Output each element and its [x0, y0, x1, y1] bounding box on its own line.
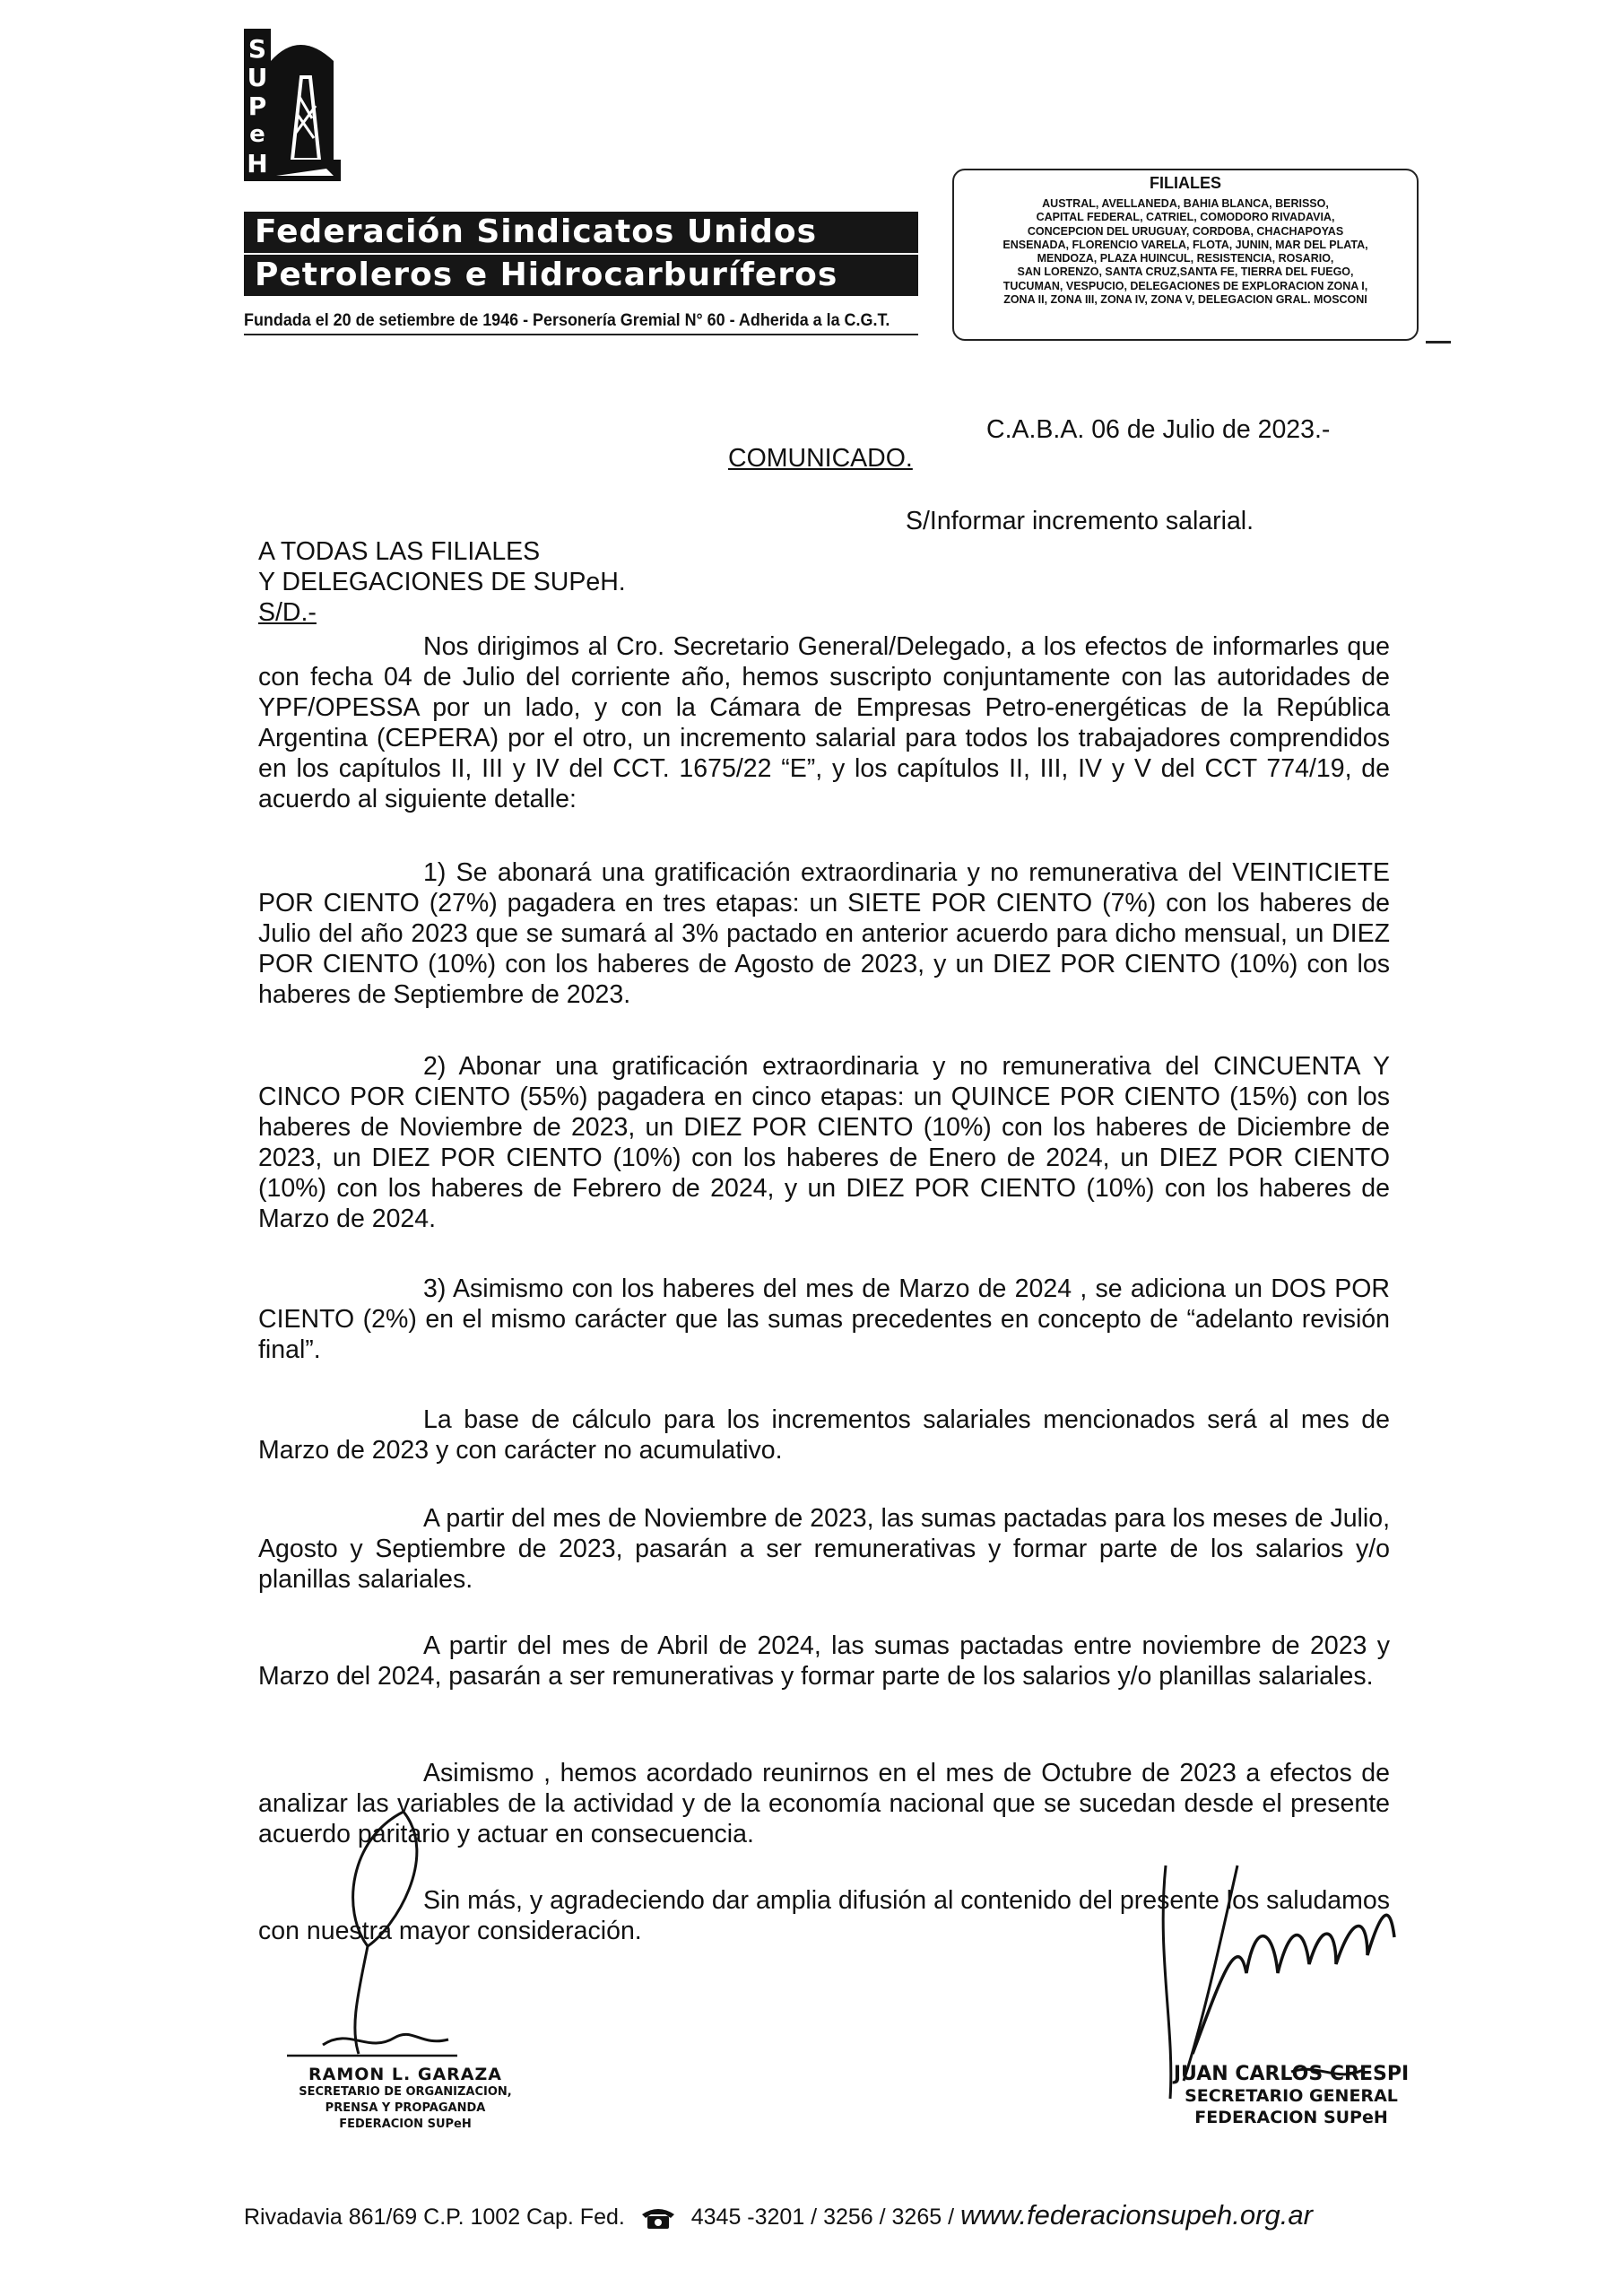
- filiales-line: SAN LORENZO, SANTA CRUZ,SANTA FE, TIERRA DEL FUEGO,: [1017, 265, 1354, 279]
- paragraph-april: A partir del mes de Abril de 2024, las sumas pactadas entre noviembre de 2023 y Marzo del 2024, pasarán a ser remunerativas y formar parte de los salarios y/o planillas salariales.: [258, 1631, 1390, 1691]
- founding-info: Fundada el 20 de setiembre de 1946 - Personería Gremial N° 60 - Adherida a la C.G.T.: [244, 310, 890, 330]
- telephone-icon: [640, 2205, 676, 2231]
- letter-type: COMUNICADO.: [728, 444, 913, 473]
- signer-role: SECRETARIO GENERAL: [1185, 2086, 1398, 2106]
- filiales-list: [965, 197, 1406, 307]
- filiales-line: AUSTRAL, AVELLANEDA, BAHIA BLANCA, BERISSO,: [1042, 197, 1329, 210]
- paragraph-item-2: 2) Abonar una gratificación extraordinaria y no remunerativa del CINCUENTA Y CINCO POR CIENTO (55%) pagadera en cinco etapas: un QUINCE POR CIENTO (15%) con los haberes de Noviembre de 2023, un DIEZ POR CIENTO (10%) con los haberes de Diciembre de 2023, un DIEZ POR CIENTO (10%) con los haberes de Enero de 2024, un DIEZ POR CIENTO (10%) con los haberes de Febrero de 2024, y un DIEZ POR CIENTO (10%) con los haberes de Marzo de 2024.: [258, 1052, 1390, 1233]
- signature-left-scribble: [269, 1803, 466, 2072]
- svg-text:S: S: [247, 34, 267, 64]
- svg-text:H: H: [247, 149, 268, 178]
- letter-date: C.A.B.A. 06 de Julio de 2023.-: [986, 415, 1331, 444]
- header-divider: [244, 334, 918, 335]
- svg-text:P: P: [247, 91, 267, 121]
- filiales-line: CONCEPCION DEL URUGUAY, CORDOBA, CHACHAPOYAS: [1027, 224, 1344, 238]
- recipient: [258, 536, 626, 628]
- recipient-line: Y DELEGACIONES DE SUPeH.: [258, 568, 626, 596]
- footer: [244, 2199, 1410, 2231]
- paragraph-calc-base: La base de cálculo para los incrementos salariales mencionados será al mes de Marzo de 2023 y con carácter no acumulativo.: [258, 1405, 1390, 1465]
- signer-name: JUAN CARLOS CRESPI: [1173, 2063, 1410, 2085]
- recipient-line: A TODAS LAS FILIALES: [258, 537, 541, 566]
- footer-phones: 4345 -3201 / 3256 / 3265 /: [690, 2205, 955, 2230]
- filiales-title: FILIALES: [1150, 174, 1221, 192]
- signer-name: RAMON L. GARAZA: [308, 2065, 502, 2084]
- filiales-line: MENDOZA, PLAZA HUINCUL, RESISTENCIA, ROSARIO,: [1037, 252, 1334, 265]
- paragraph-closing: Sin más, y agradeciendo dar amplia difusión al contenido del presente los saludamos con nuestra mayor consideración.: [258, 1886, 1390, 1945]
- filiales-line: ENSENADA, FLORENCIO VARELA, FLOTA, JUNIN, MAR DEL PLATA,: [1002, 238, 1368, 251]
- paragraph-item-1: 1) Se abonará una gratificación extraordinaria y no remunerativa del VEINTICIETE POR CIENTO (27%) pagadera en tres etapas: un SIETE POR CIENTO (7%) con los haberes de Julio del año 2023 que se sumará al 3% pactado en anterior acuerdo para dicho mensual, un DIEZ POR CIENTO (10%) con los haberes de Agosto de 2023, y un DIEZ POR CIENTO (10%) con los haberes de Septiembre de 2023.: [258, 858, 1390, 1009]
- oil-derrick-icon: [244, 25, 341, 185]
- footer-address: Rivadavia 861/69 C.P. 1002 Cap. Fed.: [244, 2205, 625, 2230]
- footer-website-link[interactable]: www.federacionsupeh.org.ar: [960, 2199, 1313, 2231]
- recipient-line: S/D.-: [258, 598, 317, 627]
- filiales-line: CAPITAL FEDERAL, CATRIEL, COMODORO RIVADAVIA,: [1036, 211, 1335, 224]
- paragraph-november: A partir del mes de Noviembre de 2023, las sumas pactadas para los meses de Julio, Agosto y Septiembre de 2023, pasarán a ser remunerativas y formar parte de los salarios y/o planillas salariales.: [258, 1504, 1390, 1594]
- signer-org: FEDERACION SUPeH: [1194, 2108, 1388, 2127]
- signer-org: FEDERACION SUPeH: [339, 2118, 472, 2131]
- paragraph-intro: Nos dirigimos al Cro. Secretario General/Delegado, a los efectos de informarles que con fecha 04 de Julio del corriente año, hemos suscripto conjuntamente con las autoridades de YPF/OPESSA por un lado, y con la Cámara de Empresas Petro-energéticas de la República Argentina (CEPERA) por el otro, un incremento salarial para todos los trabajadores comprendidos en los capítulos II, III y IV del CCT. 1675/22 “E”, y los capítulos II, III, IV y V del CCT 774/19, de acuerdo al siguiente detalle:: [258, 632, 1390, 813]
- paragraph-october: Asimismo , hemos acordado reunirnos en el mes de Octubre de 2023 a efectos de analizar las variables de la actividad y de la economía nacional que se sucedan desde el presente acuerdo paritario y actuar en consecuencia.: [258, 1759, 1390, 1848]
- signature-left: [262, 2065, 549, 2133]
- paragraph-item-3: 3) Asimismo con los haberes del mes de Marzo de 2024 , se adiciona un DOS POR CIENTO (2%) en el mismo carácter que las sumas precedentes en concepto de “adelanto revisión final”.: [258, 1274, 1390, 1364]
- signer-role: SECRETARIO DE ORGANIZACION,: [299, 2085, 512, 2099]
- signer-role: PRENSA Y PROPAGANDA: [325, 2101, 486, 2115]
- corner-mark: [1426, 341, 1451, 344]
- filiales-line: TUCUMAN, VESPUCIO, DELEGACIONES DE EXPLORACION ZONA I,: [1002, 279, 1368, 292]
- supeh-logo: [244, 25, 341, 185]
- svg-text:U: U: [247, 63, 268, 92]
- filiales-line: ZONA II, ZONA III, ZONA IV, ZONA V, DELEGACION GRAL. MOSCONI: [1003, 293, 1367, 307]
- letter-subject: S/Informar incremento salarial.: [906, 507, 1254, 535]
- org-name-banner-line2: Petroleros e Hidrocarburíferos: [244, 255, 918, 296]
- signature-right: [1157, 2063, 1426, 2128]
- org-name-banner-line1: Federación Sindicatos Unidos: [244, 212, 918, 253]
- svg-text:e: e: [249, 121, 265, 148]
